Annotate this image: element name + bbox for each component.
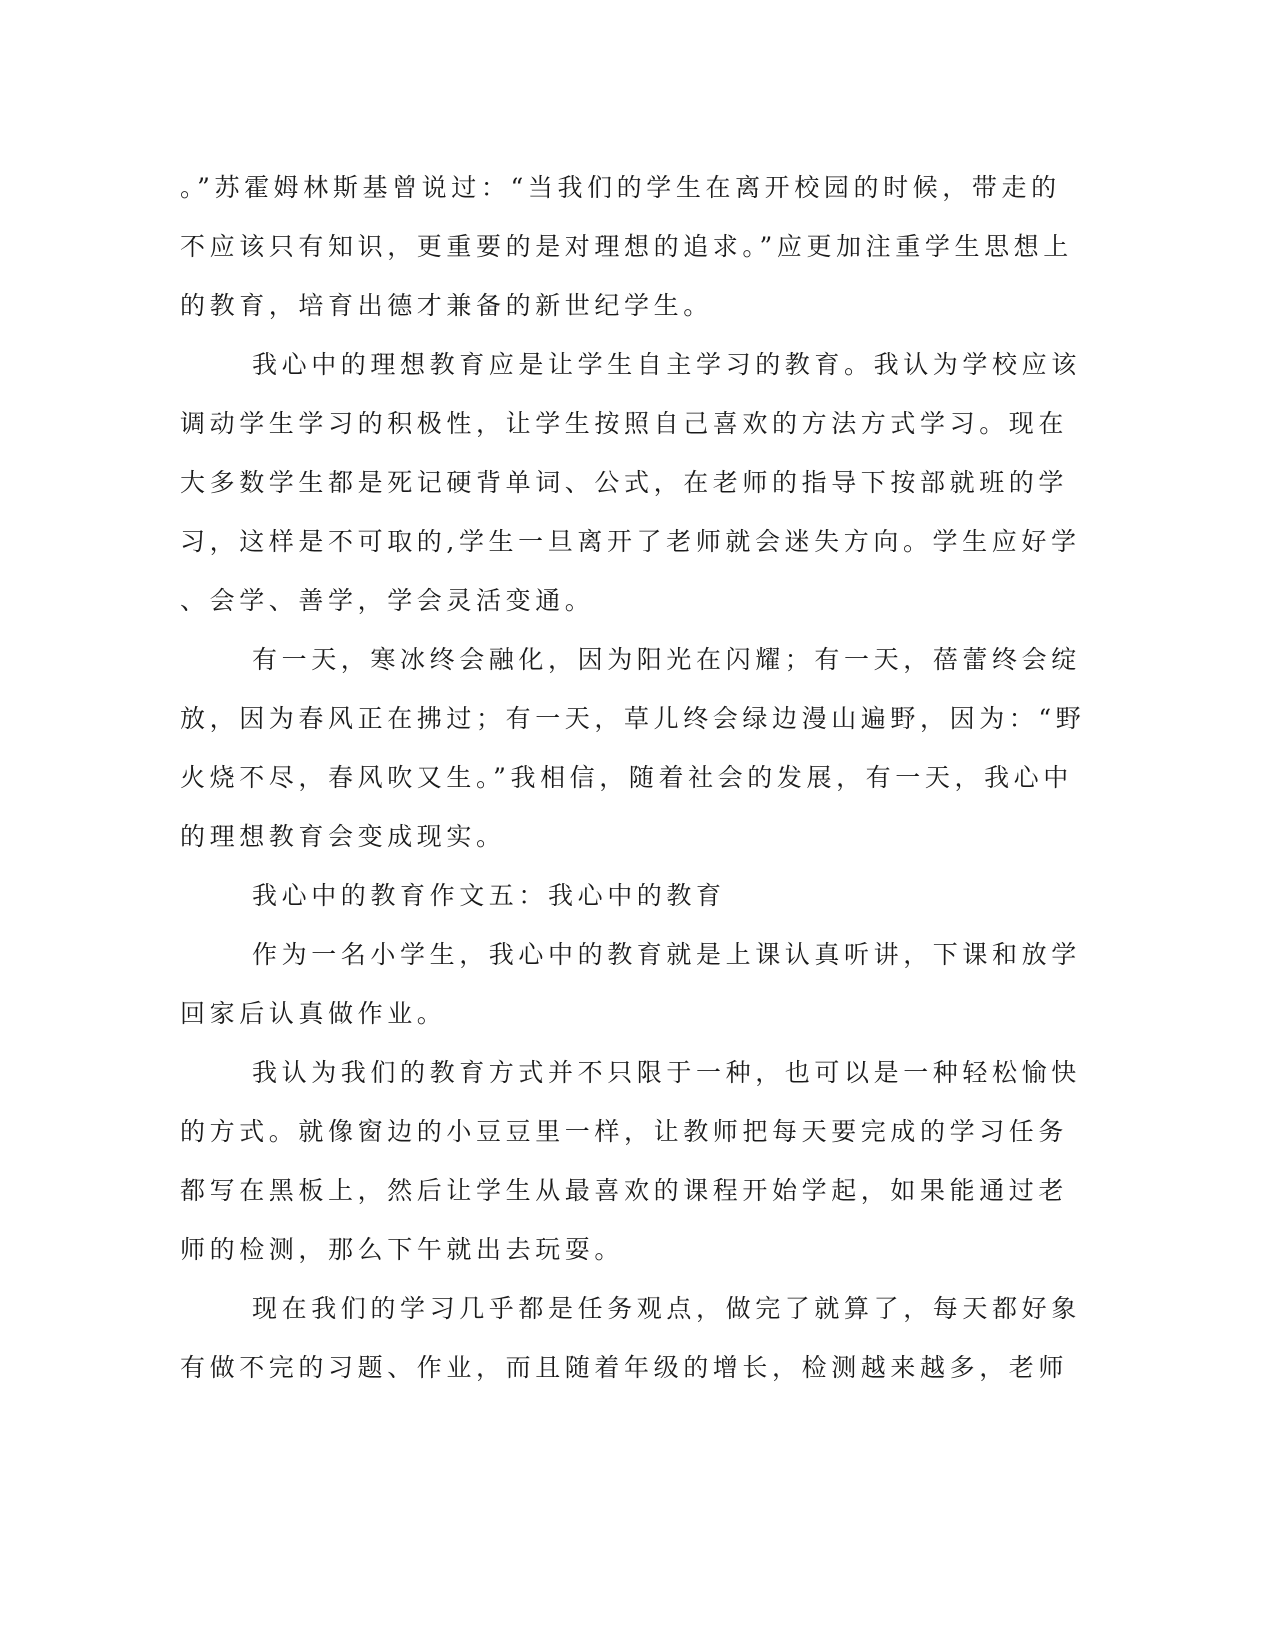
text-line: 、会学、善学，学会灵活变通。 (180, 586, 595, 615)
text-line: 调动学生学习的积极性，让学生按照自己喜欢的方法方式学习。现在 (180, 409, 1069, 438)
text-line: 我心中的理想教育应是让学生自主学习的教育。我认为学校应该 (252, 350, 1081, 379)
text-line: 的教育，培育出德才兼备的新世纪学生。 (180, 291, 713, 320)
text-line: 的方式。就像窗边的小豆豆里一样，让教师把每天要完成的学习任务 (180, 1117, 1069, 1146)
text-line: 都写在黑板上，然后让学生从最喜欢的课程开始学起，如果能通过老 (180, 1176, 1069, 1205)
section-heading: 我心中的教育作文五：我心中的教育 (252, 881, 726, 910)
text-line: 我认为我们的教育方式并不只限于一种，也可以是一种轻松愉快 (252, 1058, 1081, 1087)
text-line: 回家后认真做作业。 (180, 999, 447, 1028)
text-line: 师的检测，那么下午就出去玩耍。 (180, 1235, 625, 1264)
text-line: 。”苏霍姆林斯基曾说过：“当我们的学生在离开校园的时候，带走的 (180, 173, 1061, 202)
text-line: 大多数学生都是死记硬背单词、公式，在老师的指导下按部就班的学 (180, 468, 1069, 497)
text-line: 作为一名小学生，我心中的教育就是上课认真听讲，下课和放学 (252, 940, 1081, 969)
text-line: 不应该只有知识，更重要的是对理想的追求。”应更加注重学生思想上 (180, 232, 1073, 261)
text-line: 有一天，寒冰终会融化，因为阳光在闪耀；有一天，蓓蕾终会绽 (252, 645, 1081, 674)
text-line: 现在我们的学习几乎都是任务观点，做完了就算了，每天都好象 (252, 1294, 1081, 1323)
text-line: 的理想教育会变成现实。 (180, 822, 506, 851)
text-line: 火烧不尽，春风吹又生。”我相信，随着社会的发展，有一天，我心中 (180, 763, 1073, 792)
text-line: 习，这样是不可取的,学生一旦离开了老师就会迷失方向。学生应好学 (180, 527, 1081, 556)
text-line: 有做不完的习题、作业，而且随着年级的增长，检测越来越多，老师 (180, 1353, 1069, 1382)
text-line: 放，因为春风正在拂过；有一天，草儿终会绿边漫山遍野，因为：“野 (180, 704, 1086, 733)
document-body (180, 158, 1086, 1397)
